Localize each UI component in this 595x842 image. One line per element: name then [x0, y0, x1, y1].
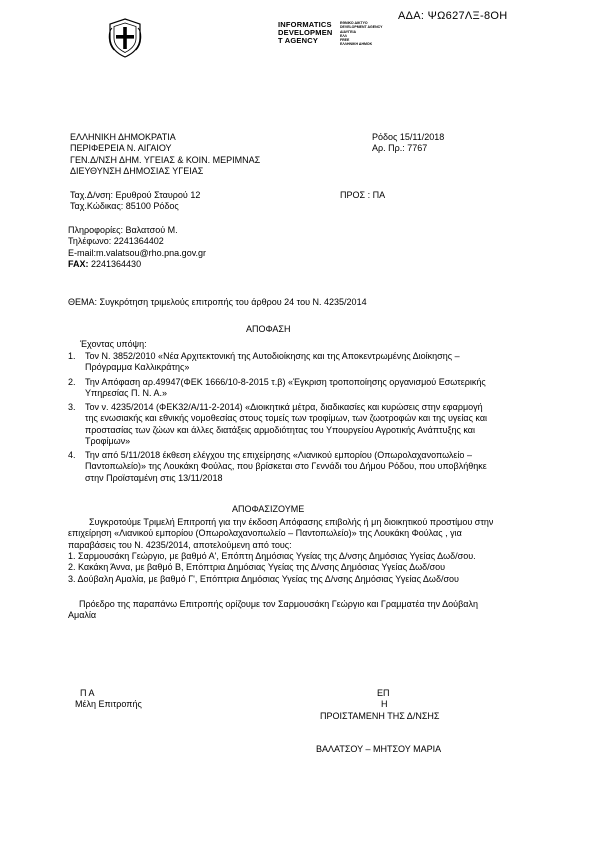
logo-small-line: ΕΛΛ	[340, 33, 348, 38]
protocol-number: Αρ. Πρ.: 7767	[372, 143, 428, 154]
committee-member: 2. Κακάκη Άννα, με βαθμό Β, Επόπτρια Δημόσιας Υγείας της Δ/νσης Δημόσιας Υγείας Δωδ/σου	[68, 562, 446, 573]
list-item	[68, 377, 487, 400]
logo-small-line: ΕΛΛΗΝΙΚΗ ΔΗΜΟΚ	[340, 42, 373, 47]
address-block	[70, 190, 200, 213]
list-item-line: της ενωσιακής και εθνικής νομοθεσίας στους τομείς των τροφίμων, των ζωοτροφών και της υγείας και	[85, 413, 488, 424]
list-item	[68, 402, 487, 447]
considering-label: Έχοντας υπόψη:	[80, 339, 147, 349]
logo-small-line: ΔΙΑΥΓΕΙΑ	[340, 29, 356, 34]
sender-line: ΓΕΝ.Δ/ΝΣΗ ΔΗΜ. ΥΓΕΙΑΣ & ΚΟΙΝ. ΜΕΡΙΜΝΑΣ	[70, 154, 261, 165]
fax-label: FAX:	[68, 258, 89, 269]
signature-line: Μέλη Επιτροπής	[75, 699, 142, 710]
ada-code: ΑΔΑ: ΨΩ627ΛΞ-8ΟΗ	[398, 10, 508, 22]
signature-line: Η	[381, 699, 388, 710]
committee-member: 3. Δούβαλη Αμαλία, με βαθμό Γ', Επόπτρια Δημόσιας Υγείας της Δ/νσης Δημόσιας Υγείας Δωδ/σου	[68, 573, 459, 584]
list-item-number: 1.	[68, 351, 76, 361]
logo-small-line: ΕΘΝΙΚΟ ΔΙΚΤΥΟ	[340, 21, 368, 25]
decision-title: ΑΠΟΦΑΣΗ	[246, 324, 291, 334]
contact-fax	[68, 259, 206, 270]
signature-line: ΕΠ	[377, 688, 390, 698]
sender-block	[70, 132, 260, 177]
street-address: Ταχ.Δ/νση: Ερυθρού Σταυρού 12	[70, 190, 201, 200]
list-item-line: Υπηρεσίας Π. Ν. Α.»	[85, 387, 167, 398]
signature-left	[75, 688, 142, 711]
paragraph-line: Πρόεδρο της παραπάνω Επιτροπής ορίζουμε τον Σαρμουσάκη Γεώργιο και Γραμματέα την Δούβαλη	[79, 599, 478, 609]
paragraph-line: παραβάσεις του Ν. 4235/2014, αποτελούμενη από τους:	[68, 539, 292, 550]
greek-emblem-icon	[106, 18, 144, 58]
paragraph-line: Συγκροτούμε Τριμελή Επιτροπή για την έκδοση Απόφασης επιβολής ή μη διοικητικού προστίμου στην	[89, 517, 494, 527]
document-meta	[372, 132, 444, 155]
signature-line: Π Α	[80, 688, 95, 698]
committee-member: 1. Σαρμουσάκη Γεώργιο, με βαθμό Α', Επόπτη Δημόσιας Υγείας της Δ/νσης Δημόσιας Υγείας Δωδ/σου.	[68, 551, 476, 561]
logo-line: INFORMATICS	[278, 20, 332, 29]
list-item-line: Παντοπωλείο)» της Λουκάκη Φούλας, που βρίσκεται στο Γεννάδι του Δήμου Ρόδου, που υποβλήθηκε	[85, 461, 487, 472]
list-item-line: Τροφίμων»	[85, 435, 131, 446]
contact-block	[68, 225, 206, 270]
list-item-line: στην Προϊσταμένη στις 13/11/2018	[85, 472, 223, 483]
recipient: ΠΡΟΣ : ΠΑ	[340, 190, 386, 200]
list-item-line: Τον ν. 4235/2014 (ΦΕΚ32/Α/11-2-2014) «Διοικητικά μέτρα, διαδικασίες και κυρώσεις στην εφαρμογή	[85, 402, 483, 412]
list-item-line: προστασίας των ζώων και άλλες διατάξεις αρμοδιότητας του Υπουργείου Αγροτικής Ανάπτυξης και	[85, 424, 475, 435]
logo-line: T AGENCY	[278, 36, 319, 45]
list-item-line: Την Απόφαση αρ.49947(ΦΕΚ 1666/10-8-2015 τ.β) «Έγκριση τροποποίησης οργανισμού Εσωτερικής	[85, 376, 486, 387]
logo-line: DEVELOPMEN	[278, 28, 333, 37]
signature-line: ΠΡΟΙΣΤΑΜΕΝΗ ΤΗΣ Δ/ΝΣΗΣ	[320, 710, 440, 721]
contact-info: Πληροφορίες: Βαλατσού Μ.	[68, 225, 178, 235]
considerations-list	[68, 351, 487, 484]
paragraph-line: επιχείρηση «Λιανικού εμπορίου (Οπωρολαχανοπωλείο – Παντοπωλείο)» της Λουκάκη Φούλας , για	[68, 528, 462, 539]
subject-line: ΘΕΜΑ: Συγκρότηση τριμελούς επιτροπής του άρθρου 24 του Ν. 4235/2014	[68, 297, 367, 307]
list-item	[68, 351, 487, 374]
decide-paragraph	[68, 517, 493, 551]
logo-small-line: DEVELOPMENT AGENCY	[340, 25, 383, 30]
list-item-number: 4.	[68, 450, 76, 460]
fax-value: 2241364430	[88, 258, 142, 269]
contact-phone: Τηλέφωνο: 2241364402	[68, 236, 164, 247]
agency-logo-small-text	[340, 21, 382, 47]
chair-paragraph	[68, 599, 478, 622]
decide-title: ΑΠΟΦΑΣΙΖΟΥΜΕ	[232, 504, 305, 514]
document-date: Ρόδος 15/11/2018	[372, 132, 445, 142]
logo-small-line: FREE	[340, 38, 350, 43]
sender-line: ΔΙΕΥΘΥΝΣΗ ΔΗΜΟΣΙΑΣ ΥΓΕΙΑΣ	[70, 165, 204, 176]
agency-logo	[278, 21, 333, 45]
contact-email: E-mail:m.valatsou@rho.pna.gov.gr	[68, 247, 207, 258]
list-item-number: 2.	[68, 376, 76, 387]
list-item-line: Την από 5/11/2018 έκθεση ελέγχου της επιχείρησης «Λιανικού εμπορίου (Οπωρολαχανοπωλείο –	[85, 450, 472, 460]
sender-line: ΕΛΛΗΝΙΚΗ ΔΗΜΟΚΡΑΤΙΑ	[70, 132, 176, 142]
paragraph-line: Αμαλία	[68, 610, 97, 621]
list-item	[68, 450, 487, 484]
signature-right	[320, 688, 439, 722]
sender-line: ΠΕΡΙΦΕΡΕΙΑ Ν. ΑΙΓΑΙΟΥ	[70, 143, 172, 154]
list-item-line: Πρόγραμμα Καλλικράτης»	[85, 362, 190, 373]
list-item-line: Τον Ν. 3852/2010 «Νέα Αρχιτεκτονική της Αυτοδιοίκησης και της Αποκεντρωμένης Διοίκησης –	[85, 351, 460, 361]
signatory-name: ΒΑΛΑΤΣΟΥ – ΜΗΤΣΟΥ ΜΑΡΙΑ	[316, 744, 442, 754]
committee-members	[68, 551, 476, 585]
list-item-number: 3.	[68, 402, 76, 412]
postal-code: Ταχ.Κώδικας: 85100 Ρόδος	[70, 201, 179, 212]
